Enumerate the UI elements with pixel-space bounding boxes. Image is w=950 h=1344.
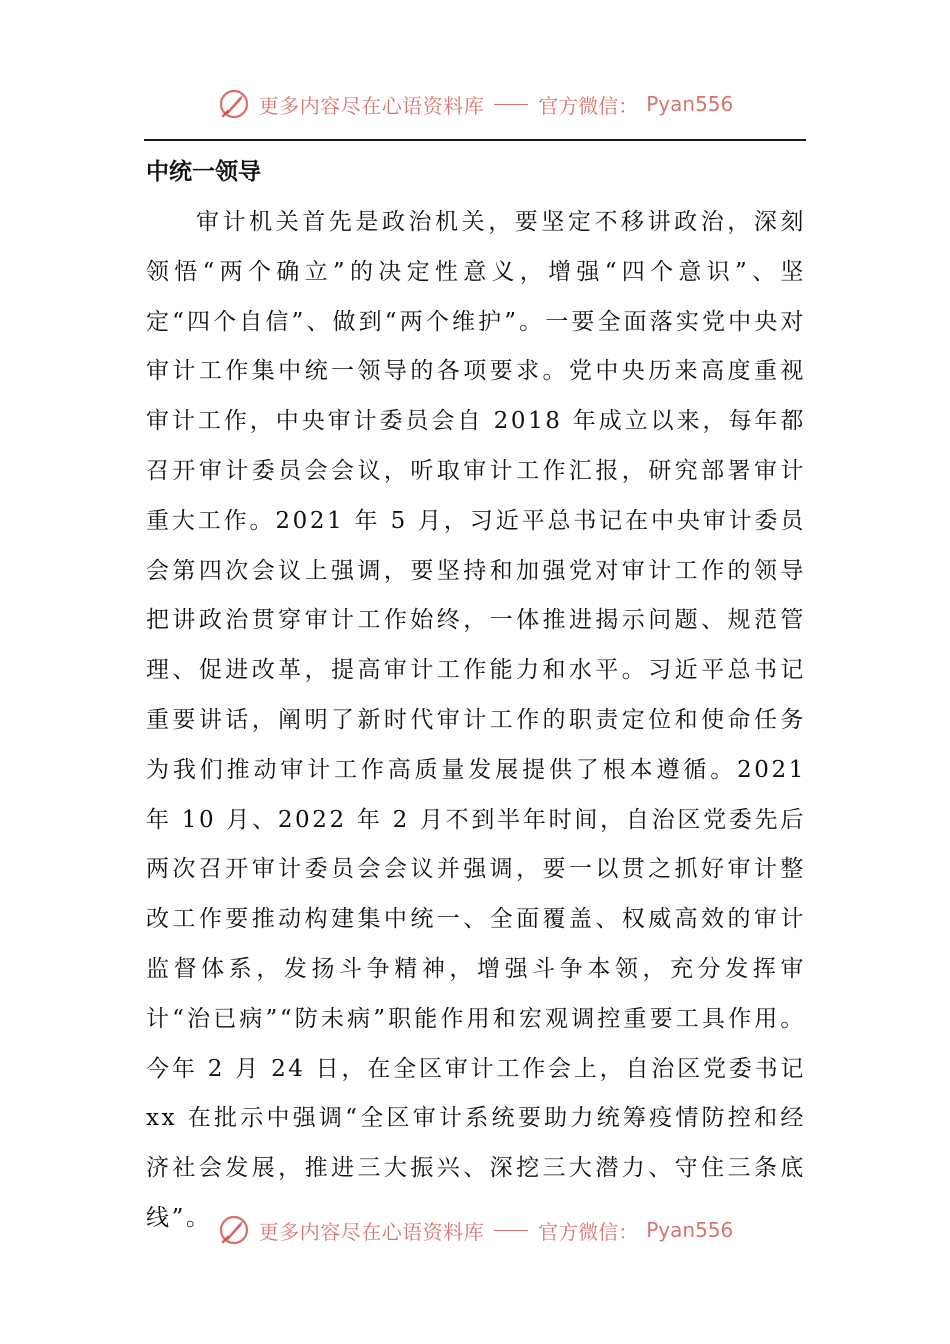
section-heading: 中统一领导	[146, 159, 261, 185]
watermark-official-label: 官方微信：	[538, 93, 639, 118]
watermark-wechat-id: Pyan556	[646, 1218, 734, 1242]
footer-watermark	[0, 1210, 950, 1250]
watermark-brand-text: 更多内容尽在心语资料库	[258, 1219, 485, 1244]
body-paragraph: 审计机关首先是政治机关，要坚定不移讲政治，深刻领悟“两个确立”的决定性意义，增强“四个意识”、坚定“四个自信”、做到“两个维护”。一要全面落实党中央对审计工作集中统一领导的各项要求。党中央历来高度重视审计工作，中央审计委员会自 2018 年成立以来，每年都召开审计委员会会议，听取审计工作汇报，研究部署审计重大工作。2021 年 5 月，习近平总书记在中央审计委员会第四次会议上强调，要坚持和加强党对审计工作的领导把讲政治贯穿审计工作始终，一体推进揭示问题、规范管理、促进改革，提高审计工作能力和水平。习近平总书记重要讲话，阐明了新时代审计工作的职责定位和使命任务为我们推动审计工作高质量发展提供了根本遵循。2021 年 10 月、2022 年 2 月不到半年时间，自治区党委先后两次召开审计委员会会议并强调，要一以贯之抓好审计整改工作要推动构建集中统一、全面覆盖、权威高效的审计监督体系，发扬斗争精神，增强斗争本领，充分发挥审计“治已病”“防未病”职能作用和宏观调控重要工具作用。今年 2 月 24 日，在全区审计工作会上，自治区党委书记 xx 在批示中强调“全区审计系统要助力统筹疫情防控和经济社会发展，推进三大振兴、深挖三大潜力、守住三条底线”。	[146, 209, 806, 1231]
watermark-official-label: 官方微信：	[538, 1219, 639, 1244]
watermark-dash	[494, 1230, 528, 1231]
watermark-brand-text: 更多内容尽在心语资料库	[258, 93, 485, 118]
header-watermark	[0, 84, 950, 124]
pen-nib-circle-icon	[217, 1213, 251, 1247]
header-divider	[144, 139, 806, 141]
pen-nib-circle-icon	[217, 87, 251, 121]
watermark-dash	[494, 104, 528, 105]
watermark-wechat-id: Pyan556	[646, 92, 734, 116]
